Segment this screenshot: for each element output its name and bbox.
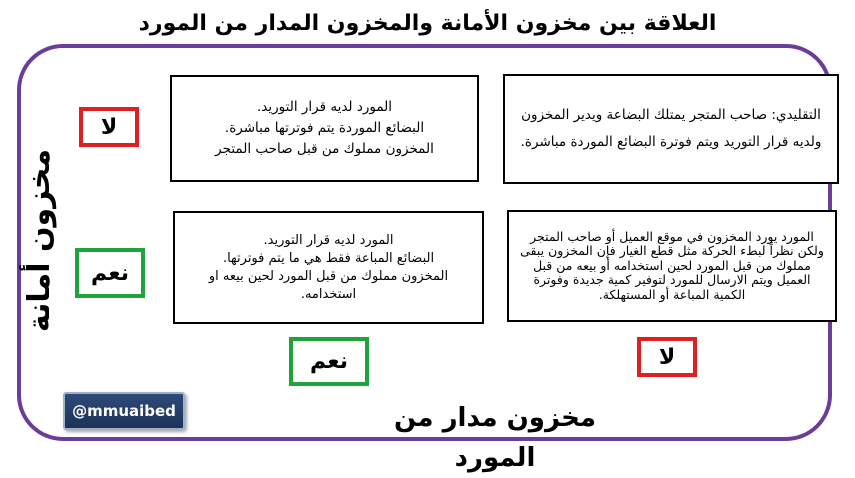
row-axis-label [20,150,60,330]
box-traditional-text: التقليدي: صاحب المتجر يمتلك البضاعة ويدير المخزون ولديه قرار التوريد ويتم فوترة البضائع الموردة مباشرة. [520,107,822,150]
box-consignment-only [507,210,837,322]
author-handle-badge: @mmuaibed [63,392,185,430]
col-axis-label: مخزون مدار من المورد [394,403,596,473]
box-vmi-consignment [173,211,484,324]
box-consignment-only-text: المورد يورد المخزون في موقع العميل أو صاحب المتجر ولكن نظراً لبطء الحركة مثل قطع الغيار فإن المخزون يبقى مملوك من قبل المورد لحين استخدامه أو بيعه من قبل العميل ويتم الارسال للمورد لتوفير كمية جديدة وفوترة الكمية المباعة أو المستهلكة. [520,228,824,302]
row-axis-label-text: مخزون أمانة [22,148,58,332]
box-vmi-only [170,75,479,182]
box-vmi-consignment-text: المورد لديه قرار التوريد. البضائع المباعة فقط هي ما يتم فوترتها. المخزون مملوك من قبل المورد لحين بيعه او استخدامه. [208,232,449,302]
col-yes-tag: نعم [289,337,369,386]
box-traditional [503,74,839,184]
row-yes-tag: نعم [75,248,145,298]
col-no-tag: لا [637,337,697,377]
box-vmi-only-text: المورد لديه قرار التوريد. البضائع الموردة يتم فوترتها مباشرة. المخزون مملوك من قبل صاحب المتجر [215,99,434,157]
diagram-title: العلاقة بين مخزون الأمانة والمخزون المدار من المورد [138,11,717,36]
row-no-tag: لا [79,107,139,147]
